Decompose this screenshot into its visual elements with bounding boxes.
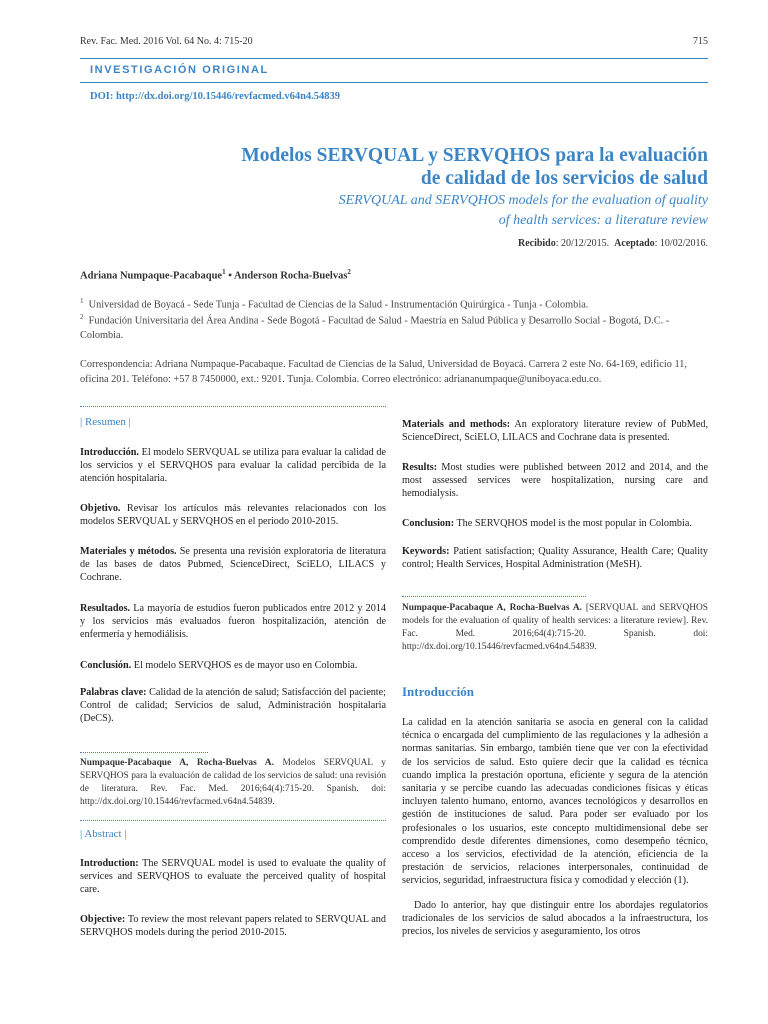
- authors: [80, 268, 351, 282]
- received-label: Recibido: [517, 238, 556, 249]
- page-number: 715: [693, 36, 708, 47]
- resumen-obj-label: Objetivo.: [80, 503, 121, 514]
- resumen-res-text: La mayoría de estudios fueron publicados entre 2012 y 2014 y los servicios más evaluados fueron hospitalización, atención de enfermería y hemodiálisis.: [80, 603, 386, 641]
- resumen-heading: | Resumen |: [80, 416, 131, 428]
- abstract-results: [402, 461, 708, 501]
- header-rule-bottom: [80, 82, 708, 83]
- abstract-objective: [80, 913, 386, 939]
- resumen-conc-text: El modelo SERVQHOS es de mayor uso en Colombia.: [131, 660, 358, 671]
- title-line-2: de calidad de los servicios de salud: [420, 168, 708, 189]
- abstract-obj-label: Objective:: [80, 914, 126, 925]
- header-rule-top: [80, 58, 708, 59]
- affiliation-2-text: Fundación Universitaria del Área Andina - Sede Bogotá - Facultad de Salud - Maestría en Salud Pública y Desarrollo Social - Bogotá, D.C. - Colombia.: [80, 315, 670, 342]
- article-title: [148, 144, 708, 190]
- author-1: Adriana Numpaque-Pacabaque: [80, 270, 223, 282]
- abstract-res-label: Results:: [402, 462, 438, 473]
- affiliation-1-text: Universidad de Boyacá - Sede Tunja - Facultad de Ciencias de la Salud - Instrumentación Quirúrgica - Tunja - Colombia.: [88, 299, 589, 311]
- cite-en-text: [SERVQUAL and SERVQHOS models for the evaluation of quality of health services: a literature review]. Rev. Fac. Med. 2016;64(4):715-20. Spanish. doi: http://dx.doi.org/10.15446/revfacmed.v64n4.54839.: [402, 603, 709, 652]
- abstract-mat-text: An exploratory literature review of PubMed, ScienceDirect, SciELO, LILACS and Cochrane data is presented.: [402, 419, 708, 444]
- resumen-kw-label: Palabras clave:: [80, 687, 147, 698]
- resumen-top-rule: [80, 406, 386, 407]
- resumen-kw-text: Calidad de la atención de salud; Satisfacción del paciente; Control de calidad; Servicios de salud, Administración hospitalaria (DeCS).: [80, 687, 386, 725]
- abstract-conc-label: Conclusion:: [402, 518, 455, 529]
- section-label: INVESTIGACIÓN ORIGINAL: [90, 64, 269, 76]
- journal-citation: Rev. Fac. Med. 2016 Vol. 64 No. 4: 715-20: [80, 36, 253, 47]
- subtitle-line-1: SERVQUAL and SERVQHOS models for the evaluation of quality: [338, 193, 708, 208]
- cite-en-authors: Numpaque-Pacabaque A, Rocha-Buelvas A.: [402, 603, 582, 613]
- author-separator: •: [225, 270, 234, 282]
- resumen-conc-label: Conclusión.: [80, 660, 132, 671]
- citation-spanish: [80, 757, 386, 809]
- cite-es-text: Modelos SERVQUAL y SERVQHOS para la evaluación de calidad de los servicios de salud: una revisión de literatura. Rev. Fac. Med. 2016;64(4):715-20. Spanish. doi: http://dx.doi.org/10.15446/revfacmed.v64n4.54839.: [80, 758, 386, 807]
- cite-es-authors: Numpaque-Pacabaque A, Rocha-Buelvas A.: [80, 758, 274, 768]
- author-1-sup: 1: [222, 268, 226, 276]
- resumen-obj-text: Revisar los artículos más relevantes relacionados con los modelos SERVQUAL y SERVQHOS en el periodo 2010-2015.: [80, 503, 386, 528]
- author-2-sup: 2: [347, 268, 351, 276]
- abstract-conclusion: [402, 517, 708, 530]
- abstract-kw-label: Keywords:: [402, 546, 450, 557]
- introduccion-paragraph-1: La calidad en la atención sanitaria se asocia en general con la calidad técnica o encargada del cumplimiento de las regulaciones y la adhesión a normas sanitarias. Sin embargo, también tiene que ver con la efectividad de los servicios de salud. Esto quiere decir que la calidad es técnica cuando implica la prestación oportuna, eficiente y segura de la atención sanitaria y se percibe cuando las adecuadas condiciones físicas y éticas incluyen talento humano, entorno, avances tecnológicos y desarrollos en gestión de instituciones de salud. Para poder ser evaluado por los profesionales o los usuarios, este concepto multidimensional debe ser comprendido desde diferentes dimensiones, como desempeño técnico, acceso a los servicios, efectividad de la atención, eficiencia de la prestación de servicios, relaciones interpersonales, continuidad de servicios, seguridad, infraestructura física y comodidad y elección (1).: [402, 717, 708, 887]
- resumen-mat-text: Se presenta una revisión exploratoria de literatura de las bases de datos Pubmed, ScienceDirect, SciELO, LILACS y Cochrane.: [80, 546, 386, 584]
- resumen-palabras-clave: [80, 686, 386, 726]
- abstract-intro-label: Introduction:: [80, 858, 139, 869]
- resumen-resultados: [80, 602, 386, 642]
- affiliation-2: [80, 310, 710, 343]
- abstract-heading: | Abstract |: [80, 828, 127, 840]
- abstract-introduction: [80, 857, 386, 897]
- abstract-mat-label: Materials and methods:: [402, 419, 511, 430]
- correspondence: Correspondencia: Adriana Numpaque-Pacabaque. Facultad de Ciencias de la Salud, Universidad de Boyacá. Carrera 2 este No. 64-169, edificio 11, oficina 201. Teléfono: +57 8 7450000, ext.: 9201. Tunja. Colombia. Correo electrónico: adriananumpaque@uniboyaca.edu.co.: [80, 359, 687, 385]
- subtitle-line-2: of health services: a literature review: [498, 213, 708, 228]
- resumen-intro-label: Introducción.: [80, 447, 139, 458]
- introduccion-paragraph-2: Dado lo anterior, hay que distinguir entre los abordajes regulatorios tradicionales de los servicios de salud abocados a la infraestructura, los precios, los niveles de servicios y aseguramiento, los otros: [402, 900, 708, 938]
- cite-en-rule: [402, 596, 586, 597]
- resumen-objetivo: [80, 502, 386, 528]
- introduccion-heading: Introducción: [402, 684, 474, 699]
- title-line-1: Modelos SERVQUAL y SERVQHOS para la evaluación: [241, 145, 708, 166]
- author-2: Anderson Rocha-Buelvas: [233, 270, 348, 282]
- cite-es-rule: [80, 752, 208, 753]
- abstract-obj-text: To review the most relevant papers related to SERVQUAL and SERVQHOS models during the period 2010-2015.: [80, 914, 386, 939]
- resumen-mat-label: Materiales y métodos.: [80, 546, 177, 557]
- resumen-intro-text: El modelo SERVQUAL se utiliza para evaluar la calidad de los servicios y el SERVQHOS para evaluar la calidad percibida de la atención hospitalaria.: [80, 447, 386, 485]
- abstract-intro-text: The SERVQUAL model is used to evaluate the quality of services and SERVQHOS to evaluate the perceived quality of hospital care.: [80, 858, 386, 896]
- resumen-introduccion: [80, 446, 386, 486]
- abstract-res-text: Most studies were published between 2012 and 2014, and the most assessed services were hospitalization, nursing care and hemodialysis.: [402, 462, 708, 500]
- article-subtitle: [148, 191, 708, 231]
- accepted-date: : 10/02/2016.: [654, 238, 708, 249]
- received-date: : 20/12/2015.: [555, 238, 610, 249]
- abstract-conc-text: The SERVQHOS model is the most popular in Colombia.: [454, 518, 692, 529]
- doi-link[interactable]: DOI: http://dx.doi.org/10.15446/revfacmed.v64n4.54839: [90, 91, 341, 102]
- citation-english: [402, 602, 708, 654]
- accepted-label: Aceptado: [614, 238, 655, 249]
- abstract-keywords: [402, 545, 708, 571]
- resumen-res-label: Resultados.: [80, 603, 131, 614]
- abstract-materials: [402, 418, 708, 444]
- abstract-kw-text: Patient satisfaction; Quality Assurance, Health Care; Quality control; Health Services, Hospital Administration (MeSH).: [402, 546, 708, 571]
- article-dates: [518, 238, 708, 249]
- abstract-top-rule: [80, 820, 386, 821]
- affiliation-2-sup: 2: [80, 313, 84, 321]
- affiliation-1-sup: 1: [80, 297, 84, 305]
- resumen-materiales: [80, 545, 386, 585]
- resumen-conclusion: [80, 659, 386, 672]
